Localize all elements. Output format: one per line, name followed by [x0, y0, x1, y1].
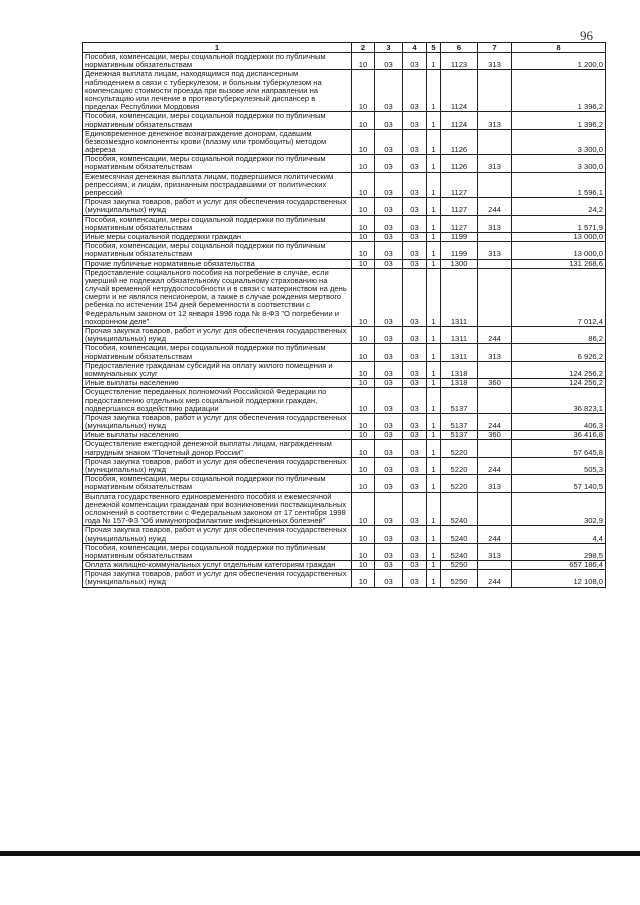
row-section-cell: 10 [352, 475, 375, 492]
row-amount-cell: 36 823,1 [512, 388, 606, 414]
row-subprogram-cell: 1 [427, 70, 441, 112]
page-bottom-rule [0, 851, 640, 856]
row-subprogram-cell: 1 [427, 431, 441, 440]
row-article-cell: 5250 [441, 561, 478, 570]
row-article-cell: 5250 [441, 570, 478, 587]
row-subprogram-cell: 1 [427, 457, 441, 474]
column-header: 1 [83, 43, 352, 53]
row-subsection-cell: 03 [375, 570, 403, 587]
row-subprogram-cell: 1 [427, 344, 441, 361]
row-name-cell: Предоставление социального пособия на погребение в случае, если умерший не подлежал обязательному социальному страхованию на случай временной нетрудоспособности и в связи с материнством на день смерти и не являлся пенсионером, а также в случае рождения мертвого ребенка по истечении 154 дней беременности в соответствии с Федеральным законом от 12 января 1996 года № 8-ФЗ "О погребении и похоронном деле" [83, 268, 352, 326]
table-row [83, 112, 606, 129]
row-section-cell: 10 [352, 155, 375, 172]
row-subsection-cell: 03 [375, 155, 403, 172]
column-header: 6 [441, 43, 478, 53]
row-subsection-cell: 03 [375, 431, 403, 440]
row-name-cell: Выплата государственного единовременного пособия и ежемесячной денежной компенсации гражданам при возникновении поствакцинальных осложнений в соответствии с Федеральным законом от 17 сентября 1998 года № 157-ФЗ "Об иммунопрофилактике инфекционных болезней" [83, 492, 352, 526]
row-article-cell: 1126 [441, 129, 478, 155]
row-subprogram-cell: 1 [427, 327, 441, 344]
row-subsection-cell: 03 [375, 268, 403, 326]
row-subsection-cell: 03 [375, 543, 403, 560]
row-program-cell: 03 [403, 457, 427, 474]
row-amount-cell: 86,2 [512, 327, 606, 344]
table-row [83, 388, 606, 414]
row-program-cell: 03 [403, 215, 427, 232]
row-name-cell: Пособия, компенсации, меры социальной поддержки по публичным нормативным обязательствам [83, 242, 352, 259]
row-section-cell: 10 [352, 232, 375, 241]
row-name-cell: Прочие публичные нормативные обязательства [83, 259, 352, 268]
row-name-cell: Предоставление гражданам субсидий на оплату жилого помещения и коммунальных услуг [83, 361, 352, 378]
row-section-cell: 10 [352, 457, 375, 474]
row-program-cell: 03 [403, 155, 427, 172]
row-subprogram-cell: 1 [427, 198, 441, 215]
row-subprogram-cell: 1 [427, 53, 441, 70]
column-header: 3 [375, 43, 403, 53]
page-number: 96 [580, 28, 593, 43]
row-program-cell: 03 [403, 232, 427, 241]
row-section-cell: 10 [352, 431, 375, 440]
row-article-cell: 1123 [441, 53, 478, 70]
table-row [83, 215, 606, 232]
row-name-cell: Осуществление ежегодной денежной выплаты лицам, награжденным нагрудным знаком "Почетный донор России" [83, 440, 352, 457]
row-expense-type-cell: 244 [478, 526, 512, 543]
row-subprogram-cell: 1 [427, 388, 441, 414]
row-name-cell: Иные выплаты населению [83, 379, 352, 388]
row-program-cell: 03 [403, 112, 427, 129]
row-expense-type-cell: 313 [478, 112, 512, 129]
row-expense-type-cell [478, 259, 512, 268]
row-section-cell: 10 [352, 129, 375, 155]
row-amount-cell: 13 000,0 [512, 232, 606, 241]
row-subsection-cell: 03 [375, 475, 403, 492]
row-amount-cell: 24,2 [512, 198, 606, 215]
row-amount-cell: 3 300,0 [512, 155, 606, 172]
row-program-cell: 03 [403, 53, 427, 70]
row-subsection-cell: 03 [375, 413, 403, 430]
row-subsection-cell: 03 [375, 112, 403, 129]
row-program-cell: 03 [403, 388, 427, 414]
row-subsection-cell: 03 [375, 492, 403, 526]
row-amount-cell: 406,3 [512, 413, 606, 430]
row-subsection-cell: 03 [375, 457, 403, 474]
row-section-cell: 10 [352, 327, 375, 344]
row-subsection-cell: 03 [375, 259, 403, 268]
row-expense-type-cell: 313 [478, 155, 512, 172]
row-name-cell: Иные меры социальной поддержки граждан [83, 232, 352, 241]
row-name-cell: Прочая закупка товаров, работ и услуг для обеспечения государственных (муниципальных) нужд [83, 526, 352, 543]
row-name-cell: Пособия, компенсации, меры социальной поддержки по публичным нормативным обязательствам [83, 112, 352, 129]
row-program-cell: 03 [403, 259, 427, 268]
column-header: 4 [403, 43, 427, 53]
row-program-cell: 03 [403, 526, 427, 543]
row-expense-type-cell [478, 70, 512, 112]
row-article-cell: 1127 [441, 172, 478, 198]
table-row [83, 475, 606, 492]
row-subsection-cell: 03 [375, 361, 403, 378]
row-article-cell: 1318 [441, 379, 478, 388]
row-article-cell: 1126 [441, 155, 478, 172]
row-amount-cell: 57 140,5 [512, 475, 606, 492]
row-amount-cell: 124 256,2 [512, 361, 606, 378]
row-subsection-cell: 03 [375, 232, 403, 241]
row-program-cell: 03 [403, 492, 427, 526]
row-expense-type-cell: 244 [478, 327, 512, 344]
row-section-cell: 10 [352, 361, 375, 378]
row-amount-cell: 7 012,4 [512, 268, 606, 326]
row-subsection-cell: 03 [375, 561, 403, 570]
table-row [83, 344, 606, 361]
row-program-cell: 03 [403, 327, 427, 344]
row-expense-type-cell: 313 [478, 215, 512, 232]
row-program-cell: 03 [403, 344, 427, 361]
row-subprogram-cell: 1 [427, 379, 441, 388]
row-amount-cell: 3 300,0 [512, 129, 606, 155]
table-row [83, 155, 606, 172]
table-row [83, 172, 606, 198]
table-row [83, 242, 606, 259]
table-row [83, 526, 606, 543]
row-section-cell: 10 [352, 388, 375, 414]
row-expense-type-cell: 313 [478, 344, 512, 361]
row-expense-type-cell: 244 [478, 413, 512, 430]
row-section-cell: 10 [352, 53, 375, 70]
row-amount-cell: 1 596,1 [512, 172, 606, 198]
table-row [83, 543, 606, 560]
row-subprogram-cell: 1 [427, 155, 441, 172]
row-program-cell: 03 [403, 129, 427, 155]
row-program-cell: 03 [403, 361, 427, 378]
row-subprogram-cell: 1 [427, 172, 441, 198]
table-header-row [83, 43, 606, 53]
row-expense-type-cell [478, 232, 512, 241]
row-subsection-cell: 03 [375, 172, 403, 198]
column-header: 7 [478, 43, 512, 53]
row-expense-type-cell: 360 [478, 431, 512, 440]
row-name-cell: Ежемесячная денежная выплата лицам, подвергшимся политическим репрессиям, и лицам, признанным пострадавшими от политических репрессий [83, 172, 352, 198]
row-subprogram-cell: 1 [427, 259, 441, 268]
row-expense-type-cell: 360 [478, 379, 512, 388]
row-amount-cell: 505,3 [512, 457, 606, 474]
row-program-cell: 03 [403, 268, 427, 326]
table-row [83, 492, 606, 526]
row-program-cell: 03 [403, 379, 427, 388]
row-article-cell: 5220 [441, 457, 478, 474]
row-subprogram-cell: 1 [427, 232, 441, 241]
table-row [83, 70, 606, 112]
row-expense-type-cell: 313 [478, 475, 512, 492]
row-article-cell: 5137 [441, 431, 478, 440]
row-expense-type-cell: 313 [478, 242, 512, 259]
row-name-cell: Прочая закупка товаров, работ и услуг для обеспечения государственных (муниципальных) нужд [83, 570, 352, 587]
row-article-cell: 1199 [441, 242, 478, 259]
row-subsection-cell: 03 [375, 242, 403, 259]
row-expense-type-cell [478, 440, 512, 457]
row-subprogram-cell: 1 [427, 129, 441, 155]
row-subsection-cell: 03 [375, 215, 403, 232]
row-program-cell: 03 [403, 198, 427, 215]
row-article-cell: 5240 [441, 543, 478, 560]
row-subprogram-cell: 1 [427, 440, 441, 457]
row-expense-type-cell: 313 [478, 53, 512, 70]
row-program-cell: 03 [403, 475, 427, 492]
row-article-cell: 1318 [441, 361, 478, 378]
row-subprogram-cell: 1 [427, 242, 441, 259]
row-section-cell: 10 [352, 561, 375, 570]
row-amount-cell: 36 416,8 [512, 431, 606, 440]
row-name-cell: Единовременное денежное вознаграждение донорам, сдавшим безвозмездно компоненты крови (плазму или тромбоциты) методом афереза [83, 129, 352, 155]
row-amount-cell: 131 268,6 [512, 259, 606, 268]
table-row [83, 327, 606, 344]
row-article-cell: 5137 [441, 388, 478, 414]
row-section-cell: 10 [352, 379, 375, 388]
row-section-cell: 10 [352, 198, 375, 215]
row-section-cell: 10 [352, 70, 375, 112]
row-subsection-cell: 03 [375, 344, 403, 361]
row-subprogram-cell: 1 [427, 475, 441, 492]
row-name-cell: Оплата жилищно-коммунальных услуг отдельным категориям граждан [83, 561, 352, 570]
row-section-cell: 10 [352, 526, 375, 543]
row-article-cell: 1311 [441, 327, 478, 344]
table-row [83, 413, 606, 430]
row-name-cell: Прочая закупка товаров, работ и услуг для обеспечения государственных (муниципальных) нужд [83, 327, 352, 344]
row-amount-cell: 4,4 [512, 526, 606, 543]
row-amount-cell: 298,5 [512, 543, 606, 560]
row-section-cell: 10 [352, 543, 375, 560]
row-subsection-cell: 03 [375, 327, 403, 344]
column-header: 5 [427, 43, 441, 53]
row-subprogram-cell: 1 [427, 561, 441, 570]
row-section-cell: 10 [352, 172, 375, 198]
row-subprogram-cell: 1 [427, 112, 441, 129]
row-subsection-cell: 03 [375, 526, 403, 543]
table-row [83, 129, 606, 155]
row-program-cell: 03 [403, 570, 427, 587]
row-amount-cell: 12 108,0 [512, 570, 606, 587]
row-subprogram-cell: 1 [427, 215, 441, 232]
row-subsection-cell: 03 [375, 440, 403, 457]
row-section-cell: 10 [352, 112, 375, 129]
row-subprogram-cell: 1 [427, 268, 441, 326]
row-amount-cell: 6 926,2 [512, 344, 606, 361]
row-subsection-cell: 03 [375, 198, 403, 215]
row-program-cell: 03 [403, 543, 427, 560]
row-article-cell: 1127 [441, 215, 478, 232]
row-name-cell: Пособия, компенсации, меры социальной поддержки по публичным нормативным обязательствам [83, 155, 352, 172]
table-row [83, 198, 606, 215]
table-row [83, 259, 606, 268]
row-expense-type-cell [478, 361, 512, 378]
row-program-cell: 03 [403, 431, 427, 440]
table-row [83, 457, 606, 474]
row-section-cell: 10 [352, 259, 375, 268]
row-expense-type-cell: 313 [478, 543, 512, 560]
row-section-cell: 10 [352, 242, 375, 259]
row-amount-cell: 302,9 [512, 492, 606, 526]
row-article-cell: 1199 [441, 232, 478, 241]
row-name-cell: Денежная выплата лицам, находящимся под диспансерным наблюдением в связи с туберкулезом, и больным туберкулезом на компенсацию стоимости проезда при вызове или направлении на консультацию или лечение в противотуберкулезный диспансер в пределах Республики Мордовия [83, 70, 352, 112]
table-row [83, 440, 606, 457]
table-row [83, 53, 606, 70]
row-amount-cell: 1 571,9 [512, 215, 606, 232]
row-subprogram-cell: 1 [427, 492, 441, 526]
row-article-cell: 5240 [441, 492, 478, 526]
budget-table [82, 42, 606, 588]
row-expense-type-cell [478, 268, 512, 326]
row-name-cell: Прочая закупка товаров, работ и услуг для обеспечения государственных (муниципальных) нужд [83, 457, 352, 474]
row-section-cell: 10 [352, 268, 375, 326]
row-expense-type-cell [478, 129, 512, 155]
row-expense-type-cell: 244 [478, 198, 512, 215]
row-program-cell: 03 [403, 70, 427, 112]
row-section-cell: 10 [352, 344, 375, 361]
row-article-cell: 5220 [441, 440, 478, 457]
row-section-cell: 10 [352, 413, 375, 430]
row-expense-type-cell [478, 172, 512, 198]
row-article-cell: 5137 [441, 413, 478, 430]
row-program-cell: 03 [403, 561, 427, 570]
row-article-cell: 5240 [441, 526, 478, 543]
row-program-cell: 03 [403, 440, 427, 457]
row-subsection-cell: 03 [375, 53, 403, 70]
table-body [83, 53, 606, 588]
row-name-cell: Пособия, компенсации, меры социальной поддержки по публичным нормативным обязательствам [83, 344, 352, 361]
row-program-cell: 03 [403, 172, 427, 198]
row-name-cell: Пособия, компенсации, меры социальной поддержки по публичным нормативным обязательствам [83, 215, 352, 232]
row-article-cell: 1124 [441, 112, 478, 129]
row-subprogram-cell: 1 [427, 361, 441, 378]
row-amount-cell: 1 396,2 [512, 112, 606, 129]
row-subsection-cell: 03 [375, 388, 403, 414]
row-subprogram-cell: 1 [427, 413, 441, 430]
row-amount-cell: 124 256,2 [512, 379, 606, 388]
row-expense-type-cell: 244 [478, 570, 512, 587]
row-name-cell: Иные выплаты населению [83, 431, 352, 440]
row-expense-type-cell [478, 388, 512, 414]
row-article-cell: 1127 [441, 198, 478, 215]
row-subsection-cell: 03 [375, 70, 403, 112]
row-expense-type-cell [478, 561, 512, 570]
table-row [83, 268, 606, 326]
column-header: 2 [352, 43, 375, 53]
table-row [83, 570, 606, 587]
row-section-cell: 10 [352, 570, 375, 587]
row-name-cell: Пособия, компенсации, меры социальной поддержки по публичным нормативным обязательствам [83, 53, 352, 70]
row-expense-type-cell: 244 [478, 457, 512, 474]
row-subsection-cell: 03 [375, 129, 403, 155]
row-amount-cell: 1 200,0 [512, 53, 606, 70]
row-article-cell: 1311 [441, 268, 478, 326]
row-amount-cell: 657 186,4 [512, 561, 606, 570]
row-article-cell: 1311 [441, 344, 478, 361]
column-header: 8 [512, 43, 606, 53]
row-article-cell: 5220 [441, 475, 478, 492]
row-name-cell: Пособия, компенсации, меры социальной поддержки по публичным нормативным обязательствам [83, 543, 352, 560]
row-name-cell: Пособия, компенсации, меры социальной поддержки по публичным нормативным обязательствам [83, 475, 352, 492]
row-subsection-cell: 03 [375, 379, 403, 388]
row-name-cell: Прочая закупка товаров, работ и услуг для обеспечения государственных (муниципальных) нужд [83, 413, 352, 430]
row-section-cell: 10 [352, 215, 375, 232]
row-subprogram-cell: 1 [427, 543, 441, 560]
row-amount-cell: 1 396,2 [512, 70, 606, 112]
row-article-cell: 1124 [441, 70, 478, 112]
row-program-cell: 03 [403, 413, 427, 430]
row-amount-cell: 57 645,8 [512, 440, 606, 457]
row-section-cell: 10 [352, 492, 375, 526]
row-program-cell: 03 [403, 242, 427, 259]
row-section-cell: 10 [352, 440, 375, 457]
row-subprogram-cell: 1 [427, 526, 441, 543]
table-row [83, 361, 606, 378]
row-amount-cell: 13 000,0 [512, 242, 606, 259]
row-name-cell: Прочая закупка товаров, работ и услуг для обеспечения государственных (муниципальных) нужд [83, 198, 352, 215]
row-subprogram-cell: 1 [427, 570, 441, 587]
row-name-cell: Осуществление переданных полномочий Российской Федерации по предоставлению отдельных мер социальной поддержки граждан, подвергшихся воздействию радиации [83, 388, 352, 414]
row-expense-type-cell [478, 492, 512, 526]
row-article-cell: 1300 [441, 259, 478, 268]
